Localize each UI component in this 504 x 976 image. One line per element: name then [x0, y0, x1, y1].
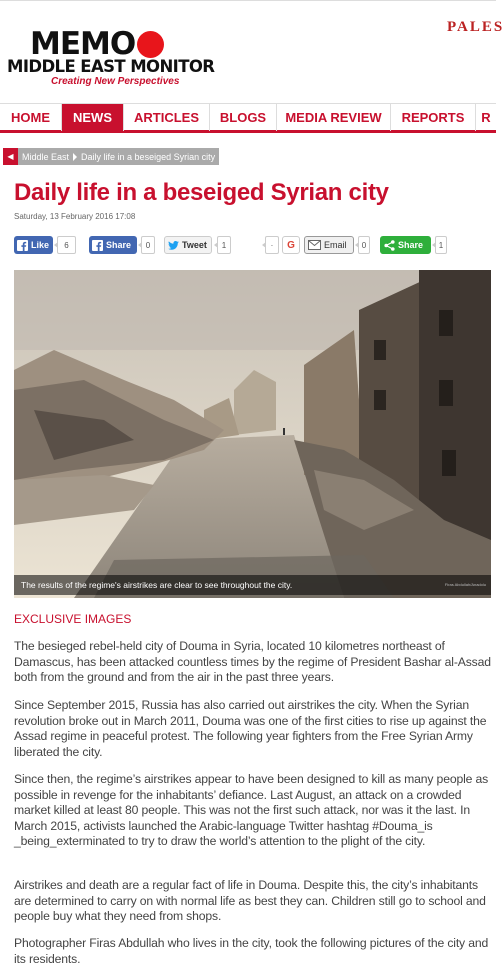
article-kicker: EXCLUSIVE IMAGES — [14, 612, 132, 626]
article-date: Saturday, 13 February 2016 17:08 — [14, 212, 136, 221]
google-plus-count: · — [265, 236, 279, 254]
article-paragraph: The besieged rebel-held city of Douma in Syria, located 10 kilometres northeast of Damascus, has been attacked countless times by the regime of President Bashar al-Assad both from the ground and from the air in the past three years. — [14, 639, 491, 684]
logo-memo-text: MEMO — [30, 26, 136, 62]
facebook-share-button[interactable] — [89, 236, 137, 254]
facebook-icon — [92, 240, 103, 251]
email-label: Email — [324, 240, 347, 250]
article-paragraph: Photographer Firas Abdullah who lives in the city, took the following pictures of the city and its residents. — [14, 936, 489, 966]
share-label: Share — [398, 240, 424, 250]
header-banner-text[interactable]: PALES — [447, 19, 504, 35]
article-paragraph: Since September 2015, Russia has also carried out airstrikes the city. When the Syrian revolution broke out in March 2011, Douma was one of the first cities to rise up against the Assad regime in peaceful protest. The following year fighters from the Free Syrian Army liberated the city. — [14, 698, 487, 759]
envelope-icon — [308, 240, 321, 250]
share-button[interactable] — [380, 236, 431, 254]
facebook-like-button[interactable] — [14, 236, 53, 254]
article-feature-image[interactable] — [14, 270, 491, 598]
main-navigation — [0, 103, 496, 133]
article-paragraph: Airstrikes and death are a regular fact of life in Douma. Despite this, the city’s inhabitants are determined to carry on with normal life as best they can. Children still go to school and people buy what they need from shops. — [14, 878, 486, 923]
nav-item-home[interactable]: HOME — [0, 104, 62, 131]
facebook-like-label: Like — [31, 240, 50, 250]
logo-mark — [30, 27, 164, 60]
caret-left-icon[interactable]: ◀ — [3, 148, 18, 165]
article-paragraph: Since then, the regime’s airstrikes appear to have been designed to kill as many people as possible in revenge for the inhabitants’ defiance. Last August, an attack on a crowded market killed at least 80 people. This was not the first such attack, nor was it the last. In March 2015, activists launched the Arabic-language Twitter hashtag #Douma_is _being_exterminated to try to draw the world’s attention to the plight of the city. — [14, 772, 489, 848]
nav-item-overflow[interactable]: R — [481, 110, 491, 125]
nav-item-articles[interactable]: ARTICLES — [124, 104, 210, 131]
image-caption-text: The results of the regime's airstrikes are clear to see throughout the city. — [21, 580, 293, 590]
logo-name: MIDDLE EAST MONITOR — [7, 57, 215, 76]
nav-item-media-review[interactable]: MEDIA REVIEW — [277, 104, 391, 131]
email-count: 0 — [358, 236, 370, 254]
image-caption — [14, 575, 491, 595]
twitter-icon — [168, 241, 179, 250]
tweet-button[interactable] — [164, 236, 212, 254]
share-count: 1 — [435, 236, 447, 254]
logo-red-dot — [137, 31, 164, 58]
nav-item-blogs[interactable]: BLOGS — [210, 104, 277, 131]
share-icon — [384, 240, 395, 251]
google-icon: G — [287, 239, 295, 251]
facebook-share-label: Share — [106, 240, 132, 250]
destroyed-street-photo — [14, 270, 491, 598]
breadcrumb-item-section[interactable]: Middle East — [22, 151, 70, 162]
site-header — [0, 0, 504, 103]
facebook-share-count: 0 — [141, 236, 155, 254]
google-plus-button[interactable] — [282, 236, 300, 254]
breadcrumb — [3, 148, 219, 165]
tweet-count: 1 — [217, 236, 231, 254]
nav-item-reports[interactable]: REPORTS — [391, 104, 476, 131]
breadcrumb-item-current: Daily life in a beseiged Syrian city — [81, 151, 216, 162]
nav-item-news[interactable]: NEWS — [62, 104, 124, 131]
share-bar — [14, 236, 454, 256]
email-share-button[interactable] — [304, 236, 354, 254]
image-credit: Firas Abdullah/Anadolu — [444, 582, 486, 587]
tweet-label: Tweet — [182, 240, 207, 250]
logo-tagline: Creating New Perspectives — [51, 76, 180, 87]
site-logo[interactable] — [7, 27, 222, 89]
article-title: Daily life in a beseiged Syrian city — [14, 179, 389, 206]
facebook-like-count: 6 — [57, 236, 76, 254]
facebook-icon — [17, 240, 28, 251]
